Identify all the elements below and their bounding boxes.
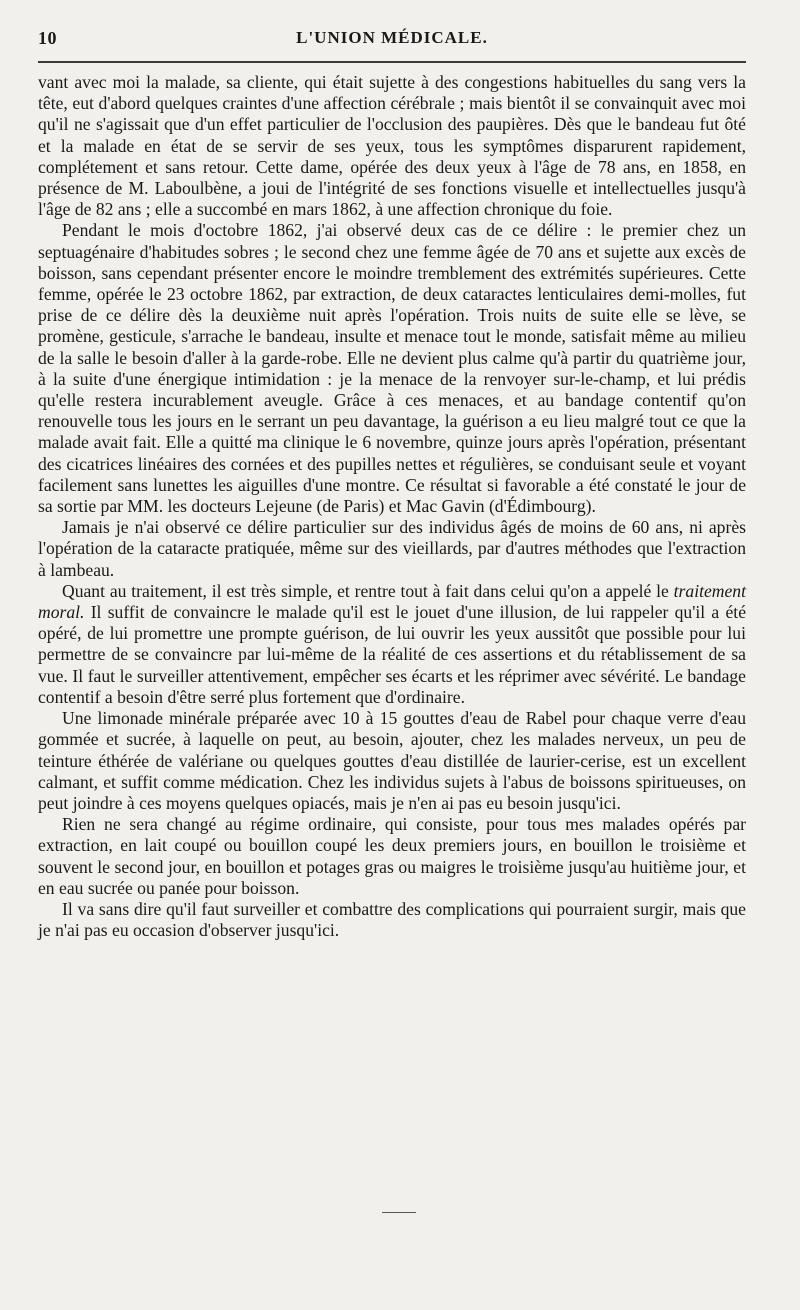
- paragraph-7: Il va sans dire qu'il faut surveiller et combattre des complications qui pourraient surgir, mais que je n'ai pas eu occasion d'observer jusqu'ici.: [38, 898, 746, 941]
- footer-rule: [382, 1212, 416, 1213]
- page-number: 10: [38, 28, 57, 48]
- paragraph-4-after: Il suffit de convaincre le malade qu'il est le jouet d'une illusion, de lui rappeler qu'il a été opéré, de lui promettre une prompte guérison, de lui ouvrir les yeux aussitôt que possible pour lui permettre de se convaincre par lui-même de la réalité de ces assertions et du rétablissement de sa vue. Il faut le surveiller attentivement, empêcher ses écarts et les réprimer avec sévérité. Le bandage contentif a besoin d'être serré plus fortement que d'ordinaire.: [38, 602, 746, 707]
- body-text: [38, 58, 746, 941]
- paragraph-4-emphasis: traitement moral.: [38, 580, 746, 623]
- paragraph-6: Rien ne sera changé au régime ordinaire, qui consiste, pour tous mes malades opérés par extraction, en lait coupé ou bouillon coupé les deux premiers jours, en bouillon le troisième et souvent le second jour, en bouillon et potages gras ou maigres le troisième jusqu'au huitième jour, et en eau sucrée ou panée pour boisson.: [38, 814, 746, 898]
- paragraph-4: [38, 581, 746, 708]
- paragraph-2: Pendant le mois d'octobre 1862, j'ai observé deux cas de ce délire : le premier chez un septuagénaire d'habitudes sobres ; le second chez une femme âgée de 70 ans et sujette aux excès de boisson, sans cependant présenter encore le moindre tremblement des extrémités supérieures. Cette femme, opérée le 23 octobre 1862, par extraction, de deux cataractes lenticulaires demi-molles, fut prise de ce délire dès la deuxième nuit après l'opération. Trois nuits de suite elle se lève, se promène, gesticule, s'arrache le bandeau, insulte et menace tout le monde, satisfait même au milieu de la salle le besoin d'aller à la garde-robe. Elle ne devient plus calme qu'à partir du quatrième jour, à la suite d'une énergique intimidation : je la menace de la renvoyer sur-le-champ, et lui prédis qu'elle restera incurablement aveugle. Grâce à ces menaces, et au bandage contentif qu'on renouvelle tous les jours en le serrant un peu davantage, la guérison a eu lieu malgré tout ce que la malade avait fait. Elle a quitté ma clinique le 6 novembre, quinze jours après l'opération, présentant des cicatrices linéaires des cornées et des pupilles nettes et régulières, se conduisant seule et voyant facilement sans lunettes les aiguilles d'une montre. Ce résultat si favorable a été constaté le jour de sa sortie par MM. les docteurs Lejeune (de Paris) et Mac Gavin (d'Édimbourg).: [38, 220, 746, 517]
- paragraph-5: Une limonade minérale préparée avec 10 à 15 gouttes d'eau de Rabel pour chaque verre d'eau gommée et sucrée, à laquelle on peut, au besoin, ajouter, chez les malades nerveux, un peu de teinture éthérée de valériane ou quelques gouttes d'eau distillée de laurier-cerise, est un excellent calmant, et suffit comme médication. Chez les individus sujets à l'abus de boissons spiritueuses, on peut joindre à ces moyens quelques opiacés, mais je n'en ai pas eu besoin jusqu'ici.: [38, 708, 746, 813]
- paragraph-3: Jamais je n'ai observé ce délire particulier sur des individus âgés de moins de 60 ans, ni après l'opération de la cataracte pratiquée, même sur des vieillards, par d'autres méthodes que l'extraction à lambeau.: [38, 517, 746, 580]
- running-title: L'UNION MÉDICALE.: [296, 28, 488, 47]
- paragraph-1: vant avec moi la malade, sa cliente, qui était sujette à des congestions habituelles du sang vers la tête, eut d'abord quelques craintes d'une affection cérébrale ; mais bientôt il se convainquit avec moi qu'il ne s'agissait que d'un effet particulier de l'occlusion des paupières. Dès que le bandeau fut ôté et la malade en état de se servir de ses yeux, tous les symptômes disparurent rapidement, complétement et sans retour. Cette dame, opérée des deux yeux à l'âge de 78 ans, en 1858, en présence de M. Laboulbène, a joui de l'intégrité de ses fonctions visuelle et intellectuelles jusqu'à l'âge de 82 ans ; elle a succombé en mars 1862, à une affection chronique du foie.: [38, 72, 746, 220]
- paragraph-4-before: Quant au traitement, il est très simple, et rentre tout à fait dans celui qu'on a appelé le: [62, 580, 674, 601]
- page-header: [38, 0, 746, 58]
- header-rule: [38, 61, 746, 63]
